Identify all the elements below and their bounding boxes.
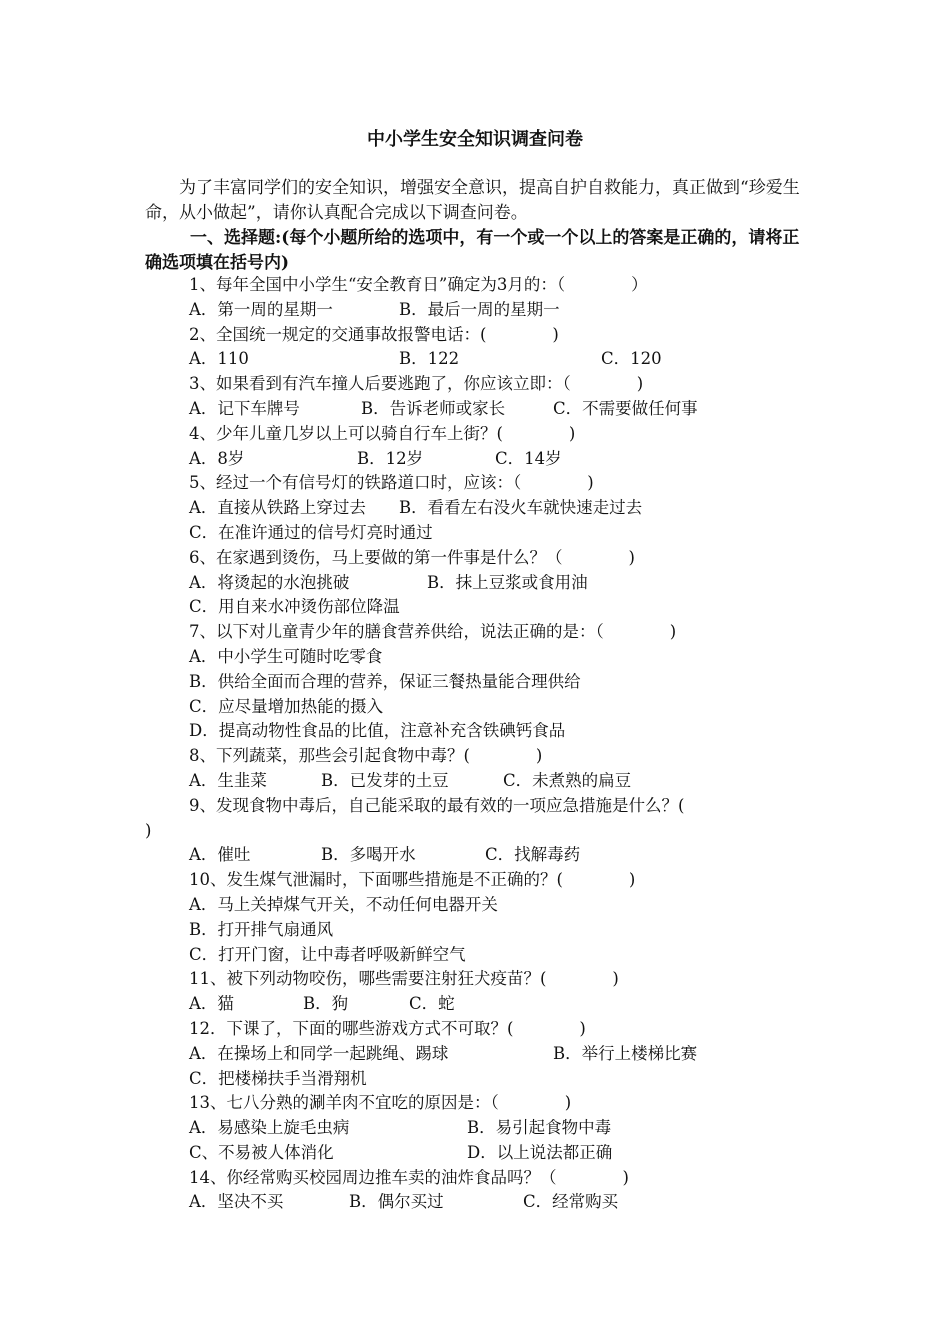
answer-option: D．以上说法都正确 (467, 1142, 613, 1162)
question-text: 9、发现食物中毒后，自己能采取的最有效的一项应急措施是什么？( (189, 795, 685, 815)
question-text-continuation: ) (145, 820, 152, 840)
option-row (145, 719, 810, 744)
section-heading: 一、选择题:(每个小题所给的选项中，有一个或一个以上的答案是正确的，请将正确选项填在括号内) (145, 228, 800, 273)
answer-option: B．易引起食物中毒 (467, 1118, 612, 1138)
answer-option: C．打开门窗，让中毒者呼吸新鲜空气 (189, 944, 466, 964)
option-row (145, 397, 810, 422)
option-row (145, 1190, 810, 1215)
question-text: 5、经过一个有信号灯的铁路道口时，应该：（ ) (189, 473, 594, 493)
answer-option: C．经常购买 (523, 1192, 619, 1212)
option-row (145, 893, 810, 918)
option-row (145, 521, 810, 546)
answer-option: B．多喝开水 (321, 845, 416, 865)
answer-option: D．提高动物性食品的比值，注意补充含铁碘钙食品 (189, 721, 566, 741)
answer-option: C．应尽量增加热能的摄入 (189, 696, 384, 716)
answer-option: A．第一周的星期一 (189, 299, 333, 319)
question-text: 7、以下对儿童青少年的膳食营养供给，说法正确的是：（ ) (189, 622, 677, 642)
answer-option: A．坚决不买 (189, 1192, 284, 1212)
answer-option: A．110 (189, 349, 249, 369)
answer-option: C．把楼梯扶手当滑翔机 (189, 1068, 367, 1088)
option-row (145, 645, 810, 670)
answer-option: A．记下车牌号 (189, 398, 300, 418)
answer-option: A．催吐 (189, 845, 251, 865)
intro-paragraph: 为了丰富同学们的安全知识，增强安全意识，提高自护自救能力，真正做到“珍爱生命，从小做起”，请你认真配合完成以下调查问卷。 (145, 178, 800, 223)
answer-option: B．看看左右没火车就快速走过去 (399, 498, 643, 518)
question-text: 6、在家遇到烫伤，马上要做的第一件事是什么？（ ) (189, 547, 635, 567)
answer-option: B．偶尔买过 (349, 1192, 444, 1212)
option-row (145, 447, 810, 472)
question-text: 1、每年全国中小学生“安全教育日”确定为3月的：（ ） (189, 275, 648, 294)
answer-option: C、不易被人体消化 (189, 1142, 334, 1162)
question-text: 13、七八分熟的涮羊肉不宜吃的原因是：（ ) (189, 1093, 572, 1113)
answer-option: C．用自来水冲烫伤部位降温 (189, 597, 400, 617)
question-list (145, 273, 810, 1215)
answer-option: A．生韭菜 (189, 770, 267, 790)
answer-option: B．12岁 (357, 448, 424, 468)
answer-option: B．122 (399, 349, 460, 369)
answer-option: C．120 (601, 349, 662, 369)
answer-option: C．找解毒药 (485, 845, 581, 865)
answer-option: B．打开排气扇通风 (189, 919, 334, 939)
answer-option: A．在操场上和同学一起跳绳、踢球 (189, 1043, 449, 1063)
option-row (145, 298, 810, 323)
answer-option: C．在准许通过的信号灯亮时通过 (189, 522, 433, 542)
page-title: 中小学生安全知识调查问卷 (367, 129, 583, 150)
question-text: 3、如果看到有汽车撞人后要逃跑了，你应该立即：（ ) (189, 374, 644, 394)
option-row (145, 670, 810, 695)
answer-option: B．供给全面而合理的营养，保证三餐热量能合理供给 (189, 671, 581, 691)
answer-option: B．狗 (303, 994, 349, 1014)
question-text: 14、你经常购买校园周边推车卖的油炸食品吗？（ ) (189, 1167, 629, 1187)
option-row (145, 595, 810, 620)
option-row (145, 1116, 810, 1141)
question-text: 11、被下列动物咬伤，哪些需要注射狂犬疫苗？( ) (189, 969, 619, 989)
answer-option: C．14岁 (495, 448, 562, 468)
answer-option: A．马上关掉煤气开关，不动任何电器开关 (189, 894, 498, 914)
question-text: 4、少年儿童几岁以上可以骑自行车上街？( ) (189, 423, 576, 443)
option-row (145, 769, 810, 794)
answer-option: A．将烫起的水泡挑破 (189, 572, 350, 592)
option-row (145, 496, 810, 521)
answer-option: B．最后一周的星期一 (399, 299, 560, 319)
option-row (145, 918, 810, 943)
answer-option: B．抹上豆浆或食用油 (427, 572, 588, 592)
question-text: 2、全国统一规定的交通事故报警电话：( ) (189, 324, 559, 344)
option-row (145, 1042, 810, 1067)
option-row (145, 695, 810, 720)
option-row (145, 943, 810, 968)
answer-option: B．告诉老师或家长 (361, 398, 506, 418)
question-text: 12．下课了，下面的哪些游戏方式不可取？( ) (189, 1018, 586, 1038)
option-row (145, 1067, 810, 1092)
answer-option: B．已发芽的土豆 (321, 770, 449, 790)
option-row (145, 843, 810, 868)
question-text: 10、发生煤气泄漏时，下面哪些措施是不正确的？( ) (189, 870, 636, 890)
option-row (145, 347, 810, 372)
answer-option: C．不需要做任何事 (553, 398, 698, 418)
answer-option: A．中小学生可随时吃零食 (189, 646, 383, 666)
answer-option: B．举行上楼梯比赛 (553, 1043, 698, 1063)
option-row (145, 992, 810, 1017)
answer-option: C．未煮熟的扁豆 (503, 770, 632, 790)
answer-option: A．猫 (189, 994, 234, 1014)
question-text: 8、下列蔬菜，那些会引起食物中毒？( ) (189, 746, 543, 766)
answer-option: A．8岁 (189, 448, 245, 468)
answer-option: C．蛇 (409, 994, 455, 1014)
option-row (145, 1141, 810, 1166)
answer-option: A．直接从铁路上穿过去 (189, 498, 366, 518)
option-row (145, 571, 810, 596)
answer-option: A．易感染上旋毛虫病 (189, 1118, 350, 1138)
